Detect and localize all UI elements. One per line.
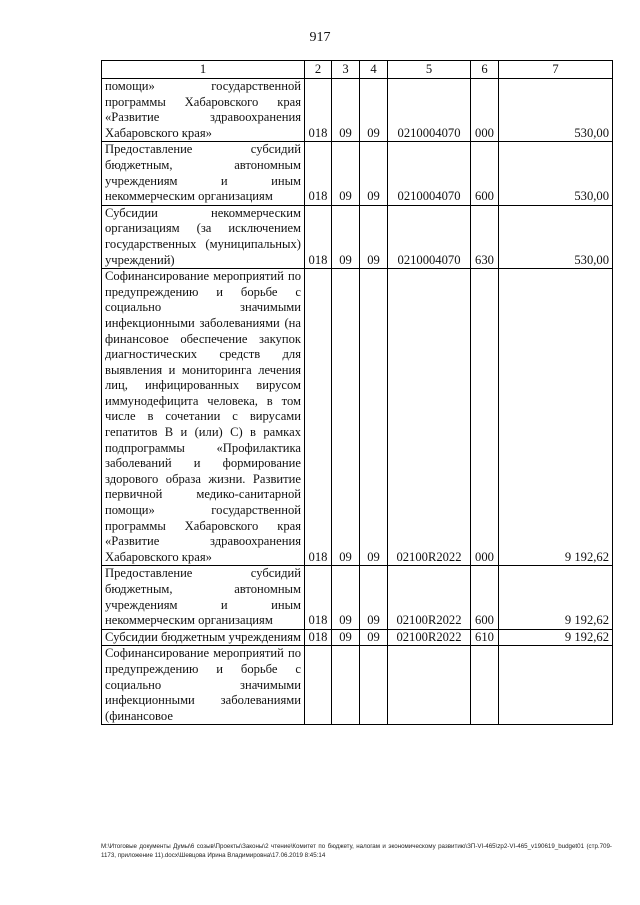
header-col-1: 1 [102, 61, 305, 79]
budget-table [101, 60, 613, 725]
row-section-code: 09 [332, 629, 360, 646]
row-ministry-code: 018 [305, 205, 332, 268]
row-amount: 9 192,62 [499, 269, 613, 566]
row-ministry-code: 018 [305, 142, 332, 205]
row-name: Софинансирование мероприятий по предупреждению и борьбе с социально значимыми инфекционными заболеваниями (на финансовое обеспечение закупок диагностических средств для выявления и мониторинга лечения лиц, инфицированных вирусом иммунодефицита человека, в том числе в сочетании с вирусами гепатитов B и (или) C) в рамках подпрограммы «Профилактика заболеваний и формирование здорового образа жизни. Развитие первичной медико-санитарной помощи» государственной программы Хабаровского края «Развитие здравоохранения Хабаровского края» [102, 269, 305, 566]
row-subsection-code: 09 [360, 79, 388, 142]
row-ministry-code: 018 [305, 629, 332, 646]
row-section-code: 09 [332, 566, 360, 629]
header-col-7: 7 [499, 61, 613, 79]
row-subsection-code: 09 [360, 205, 388, 268]
row-name: Предоставление субсидий бюджетным, автономным учреждениям и иным некоммерческим организациям [102, 142, 305, 205]
row-name: Софинансирование мероприятий по предупреждению и борьбе с социально значимыми инфекционными заболеваниями (финансовое [102, 646, 305, 725]
row-amount [499, 646, 613, 725]
header-col-4: 4 [360, 61, 388, 79]
header-col-5: 5 [388, 61, 471, 79]
header-col-2: 2 [305, 61, 332, 79]
row-target-article: 02100R2022 [388, 566, 471, 629]
row-target-article: 0210004070 [388, 205, 471, 268]
page-number: 917 [309, 30, 331, 45]
row-expense-type: 630 [471, 205, 499, 268]
table-row [102, 646, 613, 725]
table-row [102, 142, 613, 205]
row-expense-type: 600 [471, 142, 499, 205]
row-ministry-code: 018 [305, 269, 332, 566]
row-section-code: 09 [332, 79, 360, 142]
row-expense-type: 600 [471, 566, 499, 629]
table-row [102, 79, 613, 142]
row-subsection-code: 09 [360, 566, 388, 629]
table-row [102, 205, 613, 268]
header-col-3: 3 [332, 61, 360, 79]
row-target-article: 0210004070 [388, 79, 471, 142]
document-path-footer: M:\Итоговые документы Думы\6 созыв\Проекты\Законы\2 чтение\Комитет по бюджету, налогам и экономическому развитию\ЗП-VI-465\zp2-VI-465_v190619_budget01 (стр.709-1173, приложение 11).docx\Шевцова Ирина Владимировна\17.06.2019 8:45:14 [101, 843, 612, 859]
row-amount: 530,00 [499, 205, 613, 268]
row-expense-type [471, 646, 499, 725]
row-target-article: 0210004070 [388, 142, 471, 205]
row-name: Субсидии некоммерческим организациям (за исключением государственных (муниципальных) учреждений) [102, 205, 305, 268]
row-ministry-code [305, 646, 332, 725]
row-section-code: 09 [332, 142, 360, 205]
table-row [102, 269, 613, 566]
row-name: Субсидии бюджетным учреждениям [102, 629, 305, 646]
table-row [102, 629, 613, 646]
row-section-code: 09 [332, 205, 360, 268]
row-amount: 9 192,62 [499, 629, 613, 646]
row-section-code: 09 [332, 269, 360, 566]
header-col-6: 6 [471, 61, 499, 79]
row-subsection-code [360, 646, 388, 725]
row-expense-type: 000 [471, 269, 499, 566]
row-subsection-code: 09 [360, 269, 388, 566]
row-target-article: 02100R2022 [388, 269, 471, 566]
row-section-code [332, 646, 360, 725]
row-expense-type: 610 [471, 629, 499, 646]
row-name: помощи» государственной программы Хабаровского края «Развитие здравоохранения Хабаровского края» [102, 79, 305, 142]
row-target-article: 02100R2022 [388, 629, 471, 646]
row-amount: 9 192,62 [499, 566, 613, 629]
row-subsection-code: 09 [360, 629, 388, 646]
header-row [102, 61, 613, 79]
row-ministry-code: 018 [305, 79, 332, 142]
table-row [102, 566, 613, 629]
row-amount: 530,00 [499, 79, 613, 142]
row-amount: 530,00 [499, 142, 613, 205]
row-expense-type: 000 [471, 79, 499, 142]
row-ministry-code: 018 [305, 566, 332, 629]
row-subsection-code: 09 [360, 142, 388, 205]
row-name: Предоставление субсидий бюджетным, автономным учреждениям и иным некоммерческим организациям [102, 566, 305, 629]
row-target-article [388, 646, 471, 725]
